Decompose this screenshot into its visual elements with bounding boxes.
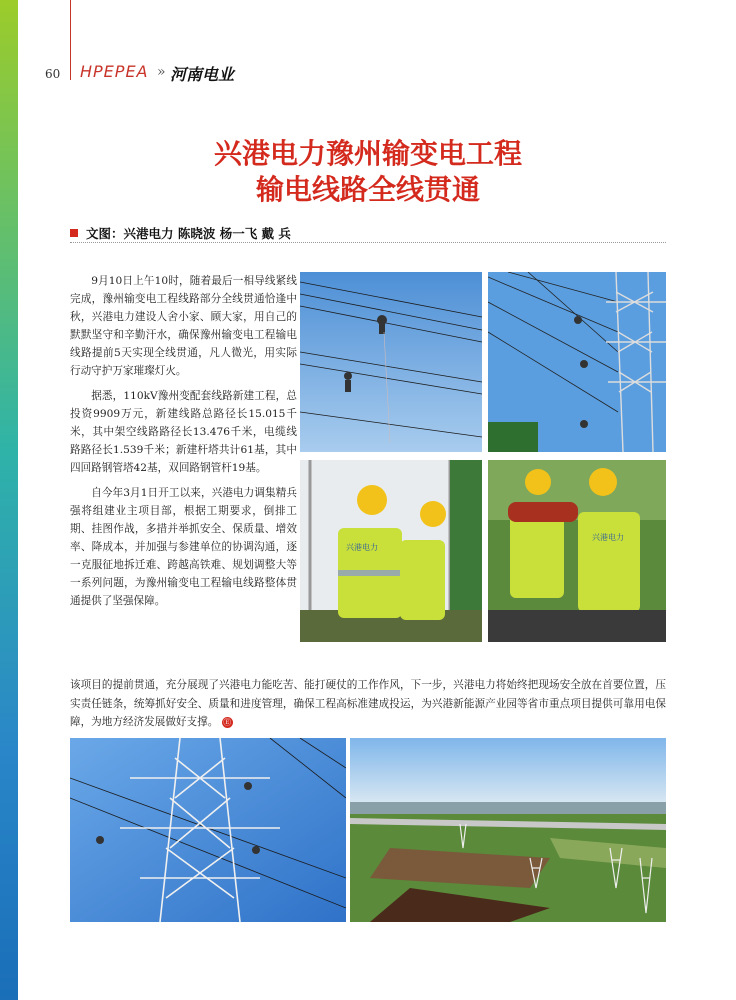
paragraph-4: 该项目的提前贯通，充分展现了兴港电力能吃苦、能打硬仗的工作作风，下一步，兴港电力将始终把现场安全放在首要位置，压实责任链条，统筹抓好安全、质量和进度管理，确保工程高标准建成投运，为兴港新能源产业园等省市重点项目提供可靠用电保障，为地方经济发展做好支撑。 <box>70 679 666 728</box>
photo-workers-vests <box>300 460 482 642</box>
header-separator: » <box>157 64 166 80</box>
byline-marker <box>70 229 78 237</box>
article-title <box>70 136 666 208</box>
brand-logo: HPEPEA <box>80 62 149 81</box>
paragraph-1: 9月10日上午10时，随着最后一相导线紧线完成，豫州输变电工程线路部分全线贯通恰逢中秋，兴港电力建设人舍小家、顾大家，用自己的默默坚守和辛勤汗水，确保豫州输变电工程输电线路提前5天实现全线贯通，凡人微光，用实际行动守护万家璀璨灯火。 <box>70 275 297 377</box>
closing-paragraph <box>70 676 666 732</box>
page-number: 60 <box>45 67 61 81</box>
magazine-name: 河南电业 <box>170 65 235 84</box>
byline-rule <box>70 242 666 243</box>
photo-workers-on-lines <box>300 272 482 452</box>
photo-aerial-landscape <box>350 738 666 922</box>
byline: 文图：兴港电力 陈晓波 杨一飞 戴 兵 <box>86 226 291 241</box>
title-line-2: 输电线路全线贯通 <box>255 173 480 206</box>
decorative-side-bar <box>0 0 18 1000</box>
article-column <box>70 272 297 610</box>
end-mark-icon: Ⓔ <box>223 717 232 727</box>
photo-workers-insulator <box>488 460 666 642</box>
vest-text-2: 兴港电力 <box>592 533 624 542</box>
header-divider <box>70 0 71 80</box>
paragraph-3: 自今年3月1日开工以来，兴港电力调集精兵强将组建业主项目部，根据工期要求，倒排工期、挂图作战，多措并举抓安全、保质量、增效率、降成本，并加强与参建单位的协调沟通，逐一克服征地拆迁难、跨越高铁难、规划调整大等一系列问题，为豫州输变电工程输电线路整体贯通提供了坚强保障。 <box>70 487 297 607</box>
photo-tower-workers <box>488 272 666 452</box>
paragraph-2: 据悉，110kV豫州变配套线路新建工程，总投资9909万元，新建线路总路径长15.015千米，其中架空线路路径长13.476千米，电缆线路路径长1.539千米；新建杆塔共计61基，其中四回路钢管塔42基，双回路钢管杆19基。 <box>70 390 297 474</box>
title-line-1: 兴港电力豫州输变电工程 <box>213 137 522 170</box>
photo-large-tower <box>70 738 346 922</box>
vest-text-1: 兴港电力 <box>346 543 378 552</box>
